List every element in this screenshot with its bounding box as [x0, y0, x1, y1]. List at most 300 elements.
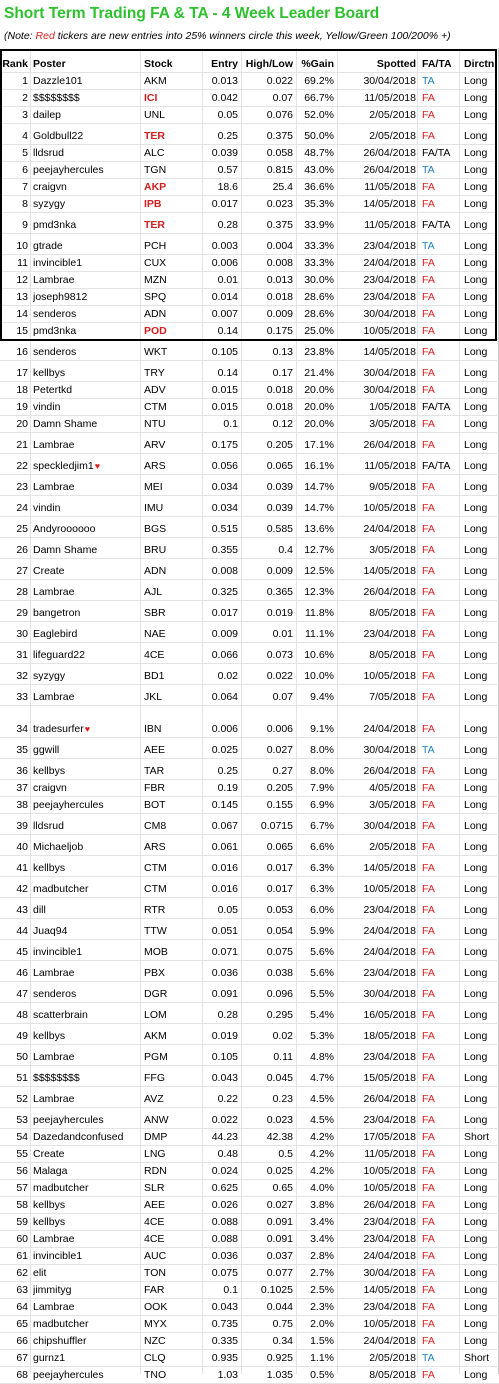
fa-ta-value: FA — [422, 130, 435, 142]
cell-stock — [144, 418, 202, 431]
cell-entry — [202, 744, 238, 757]
spotted-value: 10/05/2018 — [363, 670, 416, 682]
cell-stock — [144, 1301, 202, 1314]
table-row — [0, 856, 499, 877]
poster-value: peejayhercules — [33, 164, 104, 176]
direction-value: Long — [464, 946, 488, 958]
cell-rank — [0, 586, 28, 599]
poster-value: Lambrae — [33, 967, 75, 979]
cell-poster — [33, 649, 136, 662]
table-row — [0, 517, 499, 538]
poster-value: Malaga — [33, 1165, 68, 1177]
cell-fa-ta — [422, 925, 462, 938]
rank-value: 63 — [16, 1284, 28, 1296]
cell-high-low — [242, 649, 293, 662]
entry-value: 0.071 — [211, 946, 238, 958]
cell-gain — [296, 1301, 334, 1314]
spotted-value: 11/05/2018 — [364, 460, 416, 472]
cell-poster — [33, 164, 136, 177]
direction-value: Long — [464, 460, 488, 472]
cell-fa-ta — [422, 460, 462, 473]
cell-spotted — [338, 544, 416, 557]
entry-value: 0.091 — [211, 988, 238, 1000]
spotted-value: 23/04/2018 — [363, 291, 416, 303]
cell-stock — [144, 1199, 202, 1212]
stock-value: IBN — [144, 723, 162, 735]
cell-poster — [33, 862, 136, 875]
column-header-entry: Entry — [211, 58, 238, 70]
gain-value: 3.4% — [310, 1233, 334, 1245]
cell-high-low — [242, 1072, 293, 1085]
poster-value: Lambrae — [33, 1301, 75, 1313]
table-row — [0, 416, 499, 433]
gain-value: 9.1% — [310, 723, 334, 735]
spotted-value: 11/05/2018 — [364, 181, 416, 193]
direction-value: Long — [464, 1267, 488, 1279]
high-low-value: 0.75 — [272, 1318, 293, 1330]
table-row — [0, 306, 499, 323]
cell-poster — [33, 240, 136, 253]
cell-gain — [296, 181, 334, 194]
cell-direction — [464, 904, 498, 917]
spotted-value: 26/04/2018 — [363, 439, 416, 451]
fa-ta-value: FA — [422, 649, 435, 661]
spotted-value: 14/05/2018 — [363, 346, 416, 358]
poster-value: madbutcher — [33, 1318, 89, 1330]
cell-stock — [144, 765, 202, 778]
direction-value: Long — [464, 291, 488, 303]
cell-rank — [0, 1335, 28, 1348]
spotted-value: 10/05/2018 — [363, 883, 416, 895]
entry-value: 1.03 — [217, 1369, 238, 1381]
table-row — [0, 179, 499, 196]
cell-direction — [464, 649, 498, 662]
cell-fa-ta — [422, 1250, 462, 1263]
cell-fa-ta — [422, 1267, 462, 1280]
cell-rank — [0, 544, 28, 557]
high-low-value: 0.075 — [266, 946, 293, 958]
spotted-value: 26/04/2018 — [363, 765, 416, 777]
cell-spotted — [338, 925, 416, 938]
rank-value: 29 — [16, 607, 28, 619]
stock-value: ARV — [144, 439, 166, 451]
stock-value: LOM — [144, 1009, 167, 1021]
cell-gain — [296, 198, 334, 211]
spotted-value: 24/04/2018 — [363, 257, 416, 269]
high-low-value: 0.053 — [266, 904, 293, 916]
cell-poster — [33, 820, 136, 833]
fa-ta-value: FA — [422, 841, 435, 853]
fa-ta-value: FA — [422, 1233, 435, 1245]
gain-value: 6.0% — [310, 904, 334, 916]
stock-value: CM8 — [144, 820, 167, 832]
cell-direction — [464, 92, 498, 105]
poster-value: Lambrae — [33, 1093, 75, 1105]
gain-value: 43.0% — [304, 164, 334, 176]
poster-value: kellbys — [33, 1030, 66, 1042]
spotted-value: 14/05/2018 — [363, 565, 416, 577]
cell-spotted — [338, 841, 416, 854]
cell-poster — [33, 1335, 136, 1348]
cell-poster — [33, 367, 136, 380]
spotted-value: 9/05/2018 — [369, 481, 416, 493]
poster-value: scatterbrain — [33, 1009, 88, 1021]
cell-gain — [296, 862, 334, 875]
high-low-value: 0.205 — [266, 782, 293, 794]
cell-gain — [296, 481, 334, 494]
table-row — [0, 1180, 499, 1197]
cell-entry — [202, 401, 238, 414]
spotted-value: 11/05/2018 — [364, 92, 416, 104]
cell-fa-ta — [422, 1131, 462, 1144]
cell-gain — [296, 883, 334, 896]
direction-value: Long — [464, 1369, 488, 1381]
high-low-value: 0.091 — [266, 1233, 293, 1245]
cell-fa-ta — [422, 744, 462, 757]
rank-value: 21 — [16, 439, 28, 451]
table-row — [0, 496, 499, 517]
table-row — [0, 196, 499, 213]
cell-spotted — [338, 384, 416, 397]
poster-value: kellbys — [33, 1216, 66, 1228]
spotted-value: 2/05/2018 — [369, 1352, 416, 1364]
cell-fa-ta — [422, 92, 462, 105]
cell-high-low — [242, 1301, 293, 1314]
direction-value: Long — [464, 1148, 488, 1160]
fa-ta-value: FA — [422, 1250, 435, 1262]
stock-value: DGR — [144, 988, 168, 1000]
cell-high-low — [242, 544, 293, 557]
cell-fa-ta — [422, 367, 462, 380]
cell-gain — [296, 308, 334, 321]
stock-value: ADV — [144, 384, 166, 396]
table-row — [0, 1108, 499, 1129]
stock-value: CTM — [144, 883, 167, 895]
table-row — [0, 382, 499, 399]
cell-fa-ta — [422, 607, 462, 620]
stock-value: BD1 — [144, 670, 165, 682]
spotted-value: 23/04/2018 — [363, 967, 416, 979]
cell-stock — [144, 607, 202, 620]
cell-fa-ta — [422, 1009, 462, 1022]
cell-poster — [33, 523, 136, 536]
direction-value: Long — [464, 883, 488, 895]
stock-value: TAR — [144, 765, 165, 777]
cell-high-low — [242, 346, 293, 359]
cell-spotted — [338, 1009, 416, 1022]
fa-ta-value: TA — [422, 240, 435, 252]
cell-spotted — [338, 1072, 416, 1085]
direction-value: Long — [464, 1301, 488, 1313]
cell-fa-ta — [422, 523, 462, 536]
cell-gain — [296, 799, 334, 812]
heart-icon: ♥ — [94, 461, 101, 471]
spotted-value: 30/04/2018 — [363, 744, 416, 756]
cell-fa-ta — [422, 691, 462, 704]
stock-value: BGS — [144, 523, 167, 535]
cell-gain — [296, 649, 334, 662]
fa-ta-value: FA — [422, 586, 435, 598]
cell-spotted — [338, 164, 416, 177]
fa-ta-value: FA — [422, 109, 435, 121]
poster-value: vindin — [33, 502, 61, 514]
direction-value: Long — [464, 1072, 488, 1084]
cell-direction — [464, 1051, 498, 1064]
cell-direction — [464, 1301, 498, 1314]
rank-value: 18 — [16, 384, 28, 396]
cell-spotted — [338, 147, 416, 160]
high-low-value: 0.17 — [272, 367, 293, 379]
high-low-value: 25.4 — [272, 181, 293, 193]
cell-direction — [464, 481, 498, 494]
rank-value: 53 — [16, 1114, 28, 1126]
cell-stock — [144, 1335, 202, 1348]
rank-value: 24 — [16, 502, 28, 514]
entry-value: 0.034 — [211, 502, 238, 514]
spotted-value: 4/05/2018 — [369, 782, 416, 794]
cell-gain — [296, 367, 334, 380]
cell-gain — [296, 691, 334, 704]
cell-direction — [464, 291, 498, 304]
fa-ta-value: FA — [422, 925, 435, 937]
cell-stock — [144, 782, 202, 795]
note-prefix: (Note: — [4, 30, 36, 42]
cell-poster — [33, 1267, 136, 1280]
cell-rank — [0, 198, 28, 211]
high-low-value: 0.815 — [266, 164, 293, 176]
poster-value: Lambrae — [33, 1051, 75, 1063]
stock-value: MEI — [144, 481, 163, 493]
cell-fa-ta — [422, 1199, 462, 1212]
direction-value: Long — [464, 325, 488, 337]
cell-poster — [33, 75, 136, 88]
cell-spotted — [338, 1233, 416, 1246]
cell-direction — [464, 75, 498, 88]
gain-value: 20.0% — [304, 401, 334, 413]
direction-value: Long — [464, 862, 488, 874]
cell-spotted — [338, 988, 416, 1001]
cell-gain — [296, 544, 334, 557]
cell-entry — [202, 1335, 238, 1348]
high-low-value: 0.017 — [266, 862, 293, 874]
cell-entry — [202, 765, 238, 778]
table-row — [0, 1197, 499, 1214]
cell-fa-ta — [422, 565, 462, 578]
entry-value: 18.6 — [217, 181, 238, 193]
poster-value: jimmityg — [33, 1284, 72, 1296]
high-low-value: 0.365 — [266, 586, 293, 598]
cell-direction — [464, 586, 498, 599]
cell-fa-ta — [422, 1030, 462, 1043]
cell-spotted — [338, 1030, 416, 1043]
cell-direction — [464, 1216, 498, 1229]
cell-poster — [33, 1352, 136, 1365]
entry-value: 0.015 — [211, 384, 238, 396]
stock-value: CLQ — [144, 1352, 166, 1364]
cell-entry — [202, 628, 238, 641]
direction-value: Long — [464, 367, 488, 379]
cell-entry — [202, 257, 238, 270]
entry-value: 0.006 — [211, 257, 238, 269]
cell-direction — [464, 607, 498, 620]
poster-value: Damn Shame — [33, 544, 98, 556]
cell-spotted — [338, 691, 416, 704]
cell-direction — [464, 925, 498, 938]
table-row — [0, 272, 499, 289]
cell-entry — [202, 799, 238, 812]
cell-entry — [202, 1369, 238, 1382]
cell-entry — [202, 1318, 238, 1331]
stock-value: TRY — [144, 367, 165, 379]
table-row — [0, 1214, 499, 1231]
cell-gain — [296, 820, 334, 833]
cell-rank — [0, 1072, 28, 1085]
cell-rank — [0, 219, 28, 232]
entry-value: 0.016 — [211, 862, 238, 874]
poster-value: Petertkd — [33, 384, 73, 396]
spotted-value: 26/04/2018 — [363, 586, 416, 598]
cell-stock — [144, 841, 202, 854]
poster-value: Create — [33, 565, 65, 577]
cell-high-low — [242, 820, 293, 833]
stock-value: WKT — [144, 346, 168, 358]
cell-rank — [0, 628, 28, 641]
entry-value: 0.014 — [211, 291, 238, 303]
rank-value: 7 — [22, 181, 28, 193]
cell-fa-ta — [422, 967, 462, 980]
cell-rank — [0, 460, 28, 473]
cell-entry — [202, 883, 238, 896]
stock-value: MYX — [144, 1318, 167, 1330]
entry-value: 0.007 — [211, 308, 238, 320]
cell-high-low — [242, 523, 293, 536]
cell-stock — [144, 1369, 202, 1382]
cell-rank — [0, 308, 28, 321]
fa-ta-value: FA — [422, 565, 435, 577]
spotted-value: 26/04/2018 — [363, 1199, 416, 1211]
fa-ta-value: FA — [422, 1093, 435, 1105]
cell-high-low — [242, 325, 293, 338]
cell-poster — [33, 1301, 136, 1314]
cell-entry — [202, 1216, 238, 1229]
cell-entry — [202, 1352, 238, 1365]
gain-value: 2.5% — [310, 1284, 334, 1296]
gain-value: 10.6% — [304, 649, 334, 661]
cell-high-low — [242, 565, 293, 578]
cell-high-low — [242, 439, 293, 452]
cell-spotted — [338, 198, 416, 211]
cell-entry — [202, 1199, 238, 1212]
stock-value: UNL — [144, 109, 166, 121]
cell-stock — [144, 219, 202, 232]
cell-entry — [202, 1030, 238, 1043]
spotted-value: 11/05/2018 — [364, 1148, 416, 1160]
rank-value: 41 — [16, 862, 28, 874]
cell-stock — [144, 1284, 202, 1297]
stock-value: MZN — [144, 274, 167, 286]
stock-value: PBX — [144, 967, 166, 979]
high-low-value: 0.009 — [266, 308, 293, 320]
fa-ta-value: FA — [422, 782, 435, 794]
cell-stock — [144, 544, 202, 557]
cell-rank — [0, 481, 28, 494]
high-low-value: 0.585 — [266, 523, 293, 535]
cell-stock — [144, 1267, 202, 1280]
rank-value: 16 — [16, 346, 28, 358]
spotted-value: 23/04/2018 — [363, 1233, 416, 1245]
cell-spotted — [338, 401, 416, 414]
cell-stock — [144, 1072, 202, 1085]
cell-fa-ta — [422, 181, 462, 194]
rank-value: 12 — [16, 274, 28, 286]
direction-value: Long — [464, 109, 488, 121]
high-low-value: 0.01 — [272, 628, 293, 640]
fa-ta-value: FA — [422, 1267, 435, 1279]
spotted-value: 7/05/2018 — [369, 691, 416, 703]
rank-value: 37 — [16, 782, 28, 794]
gain-value: 48.7% — [304, 147, 334, 159]
cell-high-low — [242, 109, 293, 122]
cell-poster — [33, 691, 136, 704]
gain-value: 6.3% — [310, 862, 334, 874]
table-row — [0, 1248, 499, 1265]
high-low-value: 0.013 — [266, 274, 293, 286]
poster-value: syzygy — [33, 670, 66, 682]
entry-value: 0.039 — [211, 147, 238, 159]
stock-value: AVZ — [144, 1093, 164, 1105]
poster-value: kellbys — [33, 765, 66, 777]
entry-value: 0.935 — [211, 1352, 238, 1364]
cell-spotted — [338, 946, 416, 959]
fa-ta-value: FA — [422, 1072, 435, 1084]
high-low-value: 0.175 — [266, 325, 293, 337]
poster-value: gtrade — [33, 240, 63, 252]
cell-entry — [202, 565, 238, 578]
poster-value: Andyroooooo — [33, 523, 96, 535]
gain-value: 52.0% — [304, 109, 334, 121]
table-row — [0, 361, 499, 382]
direction-value: Long — [464, 164, 488, 176]
cell-stock — [144, 1009, 202, 1022]
cell-poster — [33, 1030, 136, 1043]
cell-gain — [296, 219, 334, 232]
cell-spotted — [338, 1182, 416, 1195]
direction-value: Long — [464, 502, 488, 514]
fa-ta-value: FA — [422, 1318, 435, 1330]
cell-poster — [33, 765, 136, 778]
poster-value: peejayhercules — [33, 1114, 104, 1126]
table-row — [0, 601, 499, 622]
table-row — [0, 898, 499, 919]
high-low-value: 0.13 — [272, 346, 293, 358]
table-row — [0, 145, 499, 162]
cell-entry — [202, 723, 238, 736]
cell-rank — [0, 744, 28, 757]
cell-high-low — [242, 1267, 293, 1280]
table-row — [0, 538, 499, 559]
rank-value: 42 — [16, 883, 28, 895]
direction-value: Long — [464, 1165, 488, 1177]
cell-spotted — [338, 481, 416, 494]
cell-rank — [0, 367, 28, 380]
gain-value: 69.2% — [304, 75, 334, 87]
high-low-value: 0.073 — [266, 649, 293, 661]
gain-value: 4.2% — [310, 1131, 334, 1143]
cell-stock — [144, 164, 202, 177]
stock-value: NZC — [144, 1335, 166, 1347]
cell-poster — [33, 401, 136, 414]
poster-value: dill — [33, 904, 46, 916]
